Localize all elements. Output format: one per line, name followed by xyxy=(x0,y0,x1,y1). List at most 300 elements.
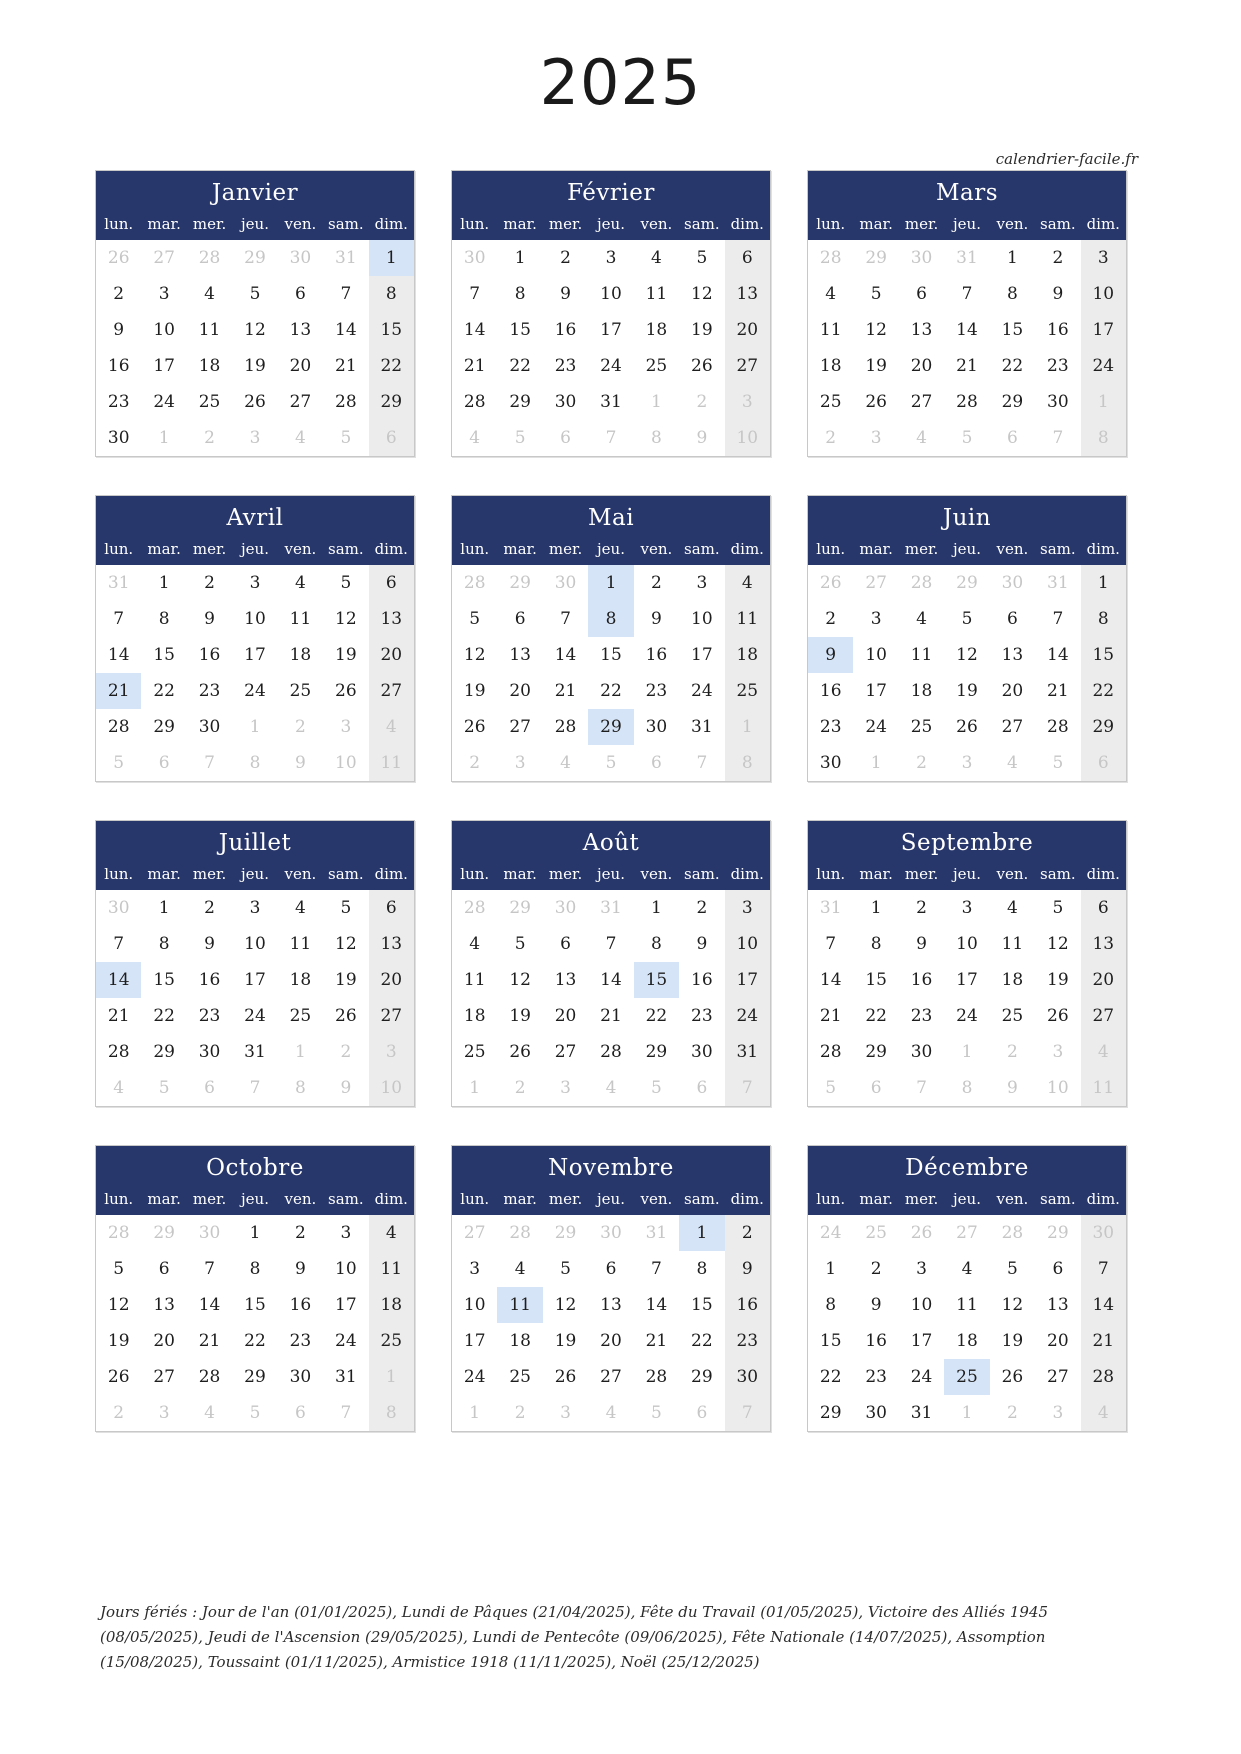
day-cell[interactable]: 16 xyxy=(554,320,577,340)
day-cell[interactable]: 29 xyxy=(1001,392,1024,412)
day-cell[interactable]: 21 xyxy=(96,673,141,709)
day-cell[interactable]: 4 xyxy=(369,709,414,745)
day-cell[interactable]: 20 xyxy=(369,637,414,673)
day-cell[interactable]: 22 xyxy=(1001,356,1024,376)
day-cell[interactable]: 1 xyxy=(1081,384,1126,420)
day-cell[interactable]: 9 xyxy=(113,320,125,340)
day-cell[interactable]: 16 xyxy=(910,970,933,990)
day-cell[interactable]: 17 xyxy=(956,970,978,990)
day-cell[interactable]: 8 xyxy=(158,934,170,954)
day-cell[interactable]: 16 xyxy=(289,1295,312,1315)
day-cell[interactable]: 6 xyxy=(696,1403,708,1423)
day-cell[interactable]: 31 xyxy=(107,573,130,593)
day-cell[interactable]: 5 xyxy=(514,428,526,448)
day-cell[interactable]: 18 xyxy=(725,637,770,673)
day-cell[interactable]: 1 xyxy=(679,1215,724,1251)
day-cell[interactable]: 7 xyxy=(113,609,125,629)
day-cell[interactable]: 31 xyxy=(335,1367,357,1387)
day-cell[interactable]: 11 xyxy=(369,745,414,781)
day-cell[interactable]: 30 xyxy=(289,248,312,268)
day-cell[interactable]: 19 xyxy=(1001,1331,1024,1351)
day-cell[interactable]: 21 xyxy=(1081,1323,1126,1359)
day-cell[interactable]: 15 xyxy=(634,962,679,998)
day-cell[interactable]: 24 xyxy=(153,392,175,412)
day-cell[interactable]: 9 xyxy=(696,934,708,954)
day-cell[interactable]: 27 xyxy=(153,1367,175,1387)
day-cell[interactable]: 29 xyxy=(1047,1223,1069,1243)
day-cell[interactable]: 5 xyxy=(651,1403,662,1423)
day-cell[interactable]: 8 xyxy=(158,609,170,629)
day-cell[interactable]: 5 xyxy=(605,753,617,773)
day-cell[interactable]: 5 xyxy=(696,248,708,268)
day-cell[interactable]: 5 xyxy=(113,753,125,773)
day-cell[interactable]: 30 xyxy=(645,717,668,737)
day-cell[interactable]: 4 xyxy=(725,565,770,601)
day-cell[interactable]: 5 xyxy=(340,898,352,918)
day-cell[interactable]: 2 xyxy=(340,1042,352,1062)
day-cell[interactable]: 27 xyxy=(600,1367,622,1387)
day-cell[interactable]: 29 xyxy=(865,1042,887,1062)
day-cell[interactable]: 4 xyxy=(1007,753,1018,773)
day-cell[interactable]: 4 xyxy=(469,428,481,448)
day-cell[interactable]: 25 xyxy=(944,1359,989,1395)
day-cell[interactable]: 6 xyxy=(1081,745,1126,781)
day-cell[interactable]: 23 xyxy=(554,356,577,376)
day-cell[interactable]: 6 xyxy=(870,1078,882,1098)
day-cell[interactable]: 12 xyxy=(107,1295,130,1315)
day-cell[interactable]: 1 xyxy=(1007,248,1018,268)
day-cell[interactable]: 6 xyxy=(369,890,414,926)
day-cell[interactable]: 27 xyxy=(153,248,175,268)
day-cell[interactable]: 31 xyxy=(645,1223,668,1243)
day-cell[interactable]: 2 xyxy=(560,248,571,268)
day-cell[interactable]: 19 xyxy=(335,645,357,665)
day-cell[interactable]: 21 xyxy=(463,356,486,376)
day-cell[interactable]: 4 xyxy=(605,1078,617,1098)
day-cell[interactable]: 25 xyxy=(910,717,933,737)
day-cell[interactable]: 4 xyxy=(1007,898,1018,918)
day-cell[interactable]: 3 xyxy=(158,284,170,304)
day-cell[interactable]: 31 xyxy=(956,248,978,268)
day-cell[interactable]: 8 xyxy=(588,601,633,637)
day-cell[interactable]: 4 xyxy=(651,248,662,268)
day-cell[interactable]: 23 xyxy=(198,1006,221,1026)
day-cell[interactable]: 15 xyxy=(1081,637,1126,673)
day-cell[interactable]: 22 xyxy=(819,1367,842,1387)
day-cell[interactable]: 2 xyxy=(1007,1042,1018,1062)
day-cell[interactable]: 22 xyxy=(865,1006,887,1026)
day-cell[interactable]: 2 xyxy=(696,898,708,918)
day-cell[interactable]: 20 xyxy=(1047,1331,1069,1351)
day-cell[interactable]: 14 xyxy=(463,320,486,340)
day-cell[interactable]: 4 xyxy=(295,573,306,593)
day-cell[interactable]: 16 xyxy=(645,645,668,665)
day-cell[interactable]: 3 xyxy=(605,248,617,268)
day-cell[interactable]: 3 xyxy=(469,1259,481,1279)
day-cell[interactable]: 6 xyxy=(560,934,571,954)
day-cell[interactable]: 2 xyxy=(651,573,662,593)
day-cell[interactable]: 25 xyxy=(463,1042,486,1062)
day-cell[interactable]: 17 xyxy=(725,962,770,998)
day-cell[interactable]: 17 xyxy=(691,645,713,665)
day-cell[interactable]: 30 xyxy=(819,753,842,773)
day-cell[interactable]: 23 xyxy=(289,1331,312,1351)
day-cell[interactable]: 23 xyxy=(725,1323,770,1359)
day-cell[interactable]: 15 xyxy=(691,1295,713,1315)
day-cell[interactable]: 26 xyxy=(107,1367,130,1387)
day-cell[interactable]: 1 xyxy=(588,565,633,601)
day-cell[interactable]: 21 xyxy=(645,1331,668,1351)
day-cell[interactable]: 4 xyxy=(469,934,481,954)
day-cell[interactable]: 27 xyxy=(369,673,414,709)
day-cell[interactable]: 19 xyxy=(956,681,978,701)
day-cell[interactable]: 2 xyxy=(295,1223,306,1243)
day-cell[interactable]: 24 xyxy=(244,681,266,701)
day-cell[interactable]: 16 xyxy=(1047,320,1069,340)
day-cell[interactable]: 23 xyxy=(198,681,221,701)
day-cell[interactable]: 22 xyxy=(1081,673,1126,709)
day-cell[interactable]: 14 xyxy=(956,320,978,340)
day-cell[interactable]: 7 xyxy=(340,284,352,304)
day-cell[interactable]: 28 xyxy=(198,1367,221,1387)
day-cell[interactable]: 4 xyxy=(560,753,571,773)
day-cell[interactable]: 28 xyxy=(509,1223,531,1243)
day-cell[interactable]: 26 xyxy=(819,573,842,593)
day-cell[interactable]: 25 xyxy=(289,1006,312,1026)
day-cell[interactable]: 12 xyxy=(1001,1295,1024,1315)
day-cell[interactable]: 9 xyxy=(651,609,662,629)
day-cell[interactable]: 5 xyxy=(340,428,352,448)
day-cell[interactable]: 18 xyxy=(910,681,933,701)
day-cell[interactable]: 31 xyxy=(910,1403,933,1423)
day-cell[interactable]: 27 xyxy=(554,1042,577,1062)
day-cell[interactable]: 1 xyxy=(249,1223,261,1243)
day-cell[interactable]: 29 xyxy=(153,717,175,737)
day-cell[interactable]: 10 xyxy=(335,753,357,773)
day-cell[interactable]: 10 xyxy=(153,320,175,340)
day-cell[interactable]: 1 xyxy=(1081,565,1126,601)
day-cell[interactable]: 20 xyxy=(910,356,933,376)
day-cell[interactable]: 2 xyxy=(725,1215,770,1251)
day-cell[interactable]: 30 xyxy=(107,428,130,448)
day-cell[interactable]: 17 xyxy=(600,320,622,340)
day-cell[interactable]: 28 xyxy=(107,717,130,737)
day-cell[interactable]: 11 xyxy=(369,1251,414,1287)
day-cell[interactable]: 4 xyxy=(605,1403,617,1423)
day-cell[interactable]: 23 xyxy=(645,681,668,701)
day-cell[interactable]: 22 xyxy=(153,681,175,701)
day-cell[interactable]: 10 xyxy=(956,934,978,954)
day-cell[interactable]: 3 xyxy=(560,1078,571,1098)
day-cell[interactable]: 28 xyxy=(600,1042,622,1062)
day-cell[interactable]: 7 xyxy=(340,1403,352,1423)
day-cell[interactable]: 24 xyxy=(244,1006,266,1026)
day-cell[interactable]: 25 xyxy=(1001,1006,1024,1026)
day-cell[interactable]: 31 xyxy=(691,717,713,737)
day-cell[interactable]: 6 xyxy=(1007,609,1018,629)
day-cell[interactable]: 29 xyxy=(369,384,414,420)
day-cell[interactable]: 8 xyxy=(1081,601,1126,637)
day-cell[interactable]: 4 xyxy=(1081,1395,1126,1431)
day-cell[interactable]: 10 xyxy=(463,1295,486,1315)
day-cell[interactable]: 8 xyxy=(725,745,770,781)
day-cell[interactable]: 30 xyxy=(910,1042,933,1062)
day-cell[interactable]: 7 xyxy=(1052,609,1064,629)
day-cell[interactable]: 13 xyxy=(153,1295,175,1315)
day-cell[interactable]: 31 xyxy=(600,392,622,412)
day-cell[interactable]: 4 xyxy=(916,428,927,448)
day-cell[interactable]: 12 xyxy=(463,645,486,665)
day-cell[interactable]: 4 xyxy=(295,428,306,448)
day-cell[interactable]: 30 xyxy=(910,248,933,268)
day-cell[interactable]: 13 xyxy=(1047,1295,1069,1315)
day-cell[interactable]: 18 xyxy=(819,356,842,376)
day-cell[interactable]: 29 xyxy=(244,248,266,268)
day-cell[interactable]: 21 xyxy=(956,356,978,376)
day-cell[interactable]: 11 xyxy=(289,609,312,629)
day-cell[interactable]: 3 xyxy=(340,717,352,737)
day-cell[interactable]: 10 xyxy=(725,926,770,962)
day-cell[interactable]: 25 xyxy=(819,392,842,412)
day-cell[interactable]: 30 xyxy=(600,1223,622,1243)
day-cell[interactable]: 19 xyxy=(554,1331,577,1351)
day-cell[interactable]: 15 xyxy=(369,312,414,348)
day-cell[interactable]: 3 xyxy=(870,428,882,448)
day-cell[interactable]: 10 xyxy=(725,420,770,456)
day-cell[interactable]: 19 xyxy=(691,320,713,340)
day-cell[interactable]: 28 xyxy=(1081,1359,1126,1395)
day-cell[interactable]: 29 xyxy=(244,1367,266,1387)
day-cell[interactable]: 1 xyxy=(158,898,170,918)
day-cell[interactable]: 20 xyxy=(153,1331,175,1351)
day-cell[interactable]: 25 xyxy=(725,673,770,709)
day-cell[interactable]: 19 xyxy=(335,970,357,990)
day-cell[interactable]: 2 xyxy=(204,573,215,593)
day-cell[interactable]: 11 xyxy=(819,320,842,340)
day-cell[interactable]: 5 xyxy=(249,284,261,304)
day-cell[interactable]: 12 xyxy=(335,934,357,954)
day-cell[interactable]: 31 xyxy=(244,1042,266,1062)
day-cell[interactable]: 29 xyxy=(1081,709,1126,745)
day-cell[interactable]: 26 xyxy=(335,1006,357,1026)
day-cell[interactable]: 3 xyxy=(249,428,261,448)
day-cell[interactable]: 24 xyxy=(956,1006,978,1026)
day-cell[interactable]: 6 xyxy=(295,284,306,304)
day-cell[interactable]: 27 xyxy=(1001,717,1024,737)
day-cell[interactable]: 28 xyxy=(335,392,357,412)
day-cell[interactable]: 4 xyxy=(204,1403,215,1423)
day-cell[interactable]: 15 xyxy=(153,970,175,990)
day-cell[interactable]: 5 xyxy=(961,609,973,629)
day-cell[interactable]: 26 xyxy=(1047,1006,1069,1026)
day-cell[interactable]: 30 xyxy=(1081,1215,1126,1251)
day-cell[interactable]: 12 xyxy=(554,1295,577,1315)
day-cell[interactable]: 4 xyxy=(916,609,927,629)
day-cell[interactable]: 1 xyxy=(651,392,662,412)
day-cell[interactable]: 21 xyxy=(819,1006,842,1026)
day-cell[interactable]: 28 xyxy=(198,248,221,268)
day-cell[interactable]: 30 xyxy=(1047,392,1069,412)
day-cell[interactable]: 24 xyxy=(910,1367,933,1387)
day-cell[interactable]: 5 xyxy=(961,428,973,448)
day-cell[interactable]: 7 xyxy=(696,753,708,773)
day-cell[interactable]: 30 xyxy=(289,1367,312,1387)
day-cell[interactable]: 28 xyxy=(107,1042,130,1062)
day-cell[interactable]: 19 xyxy=(244,356,266,376)
day-cell[interactable]: 9 xyxy=(1052,284,1064,304)
day-cell[interactable]: 3 xyxy=(249,898,261,918)
day-cell[interactable]: 26 xyxy=(956,717,978,737)
day-cell[interactable]: 10 xyxy=(335,1259,357,1279)
day-cell[interactable]: 8 xyxy=(1081,420,1126,456)
day-cell[interactable]: 21 xyxy=(554,681,577,701)
day-cell[interactable]: 15 xyxy=(1001,320,1024,340)
day-cell[interactable]: 10 xyxy=(1081,276,1126,312)
day-cell[interactable]: 7 xyxy=(825,934,837,954)
day-cell[interactable]: 5 xyxy=(514,934,526,954)
day-cell[interactable]: 8 xyxy=(961,1078,973,1098)
day-cell[interactable]: 17 xyxy=(153,356,175,376)
day-cell[interactable]: 7 xyxy=(651,1259,662,1279)
day-cell[interactable]: 22 xyxy=(153,1006,175,1026)
day-cell[interactable]: 4 xyxy=(204,284,215,304)
day-cell[interactable]: 7 xyxy=(605,428,617,448)
day-cell[interactable]: 15 xyxy=(865,970,887,990)
day-cell[interactable]: 1 xyxy=(249,717,261,737)
day-cell[interactable]: 26 xyxy=(107,248,130,268)
day-cell[interactable]: 12 xyxy=(1047,934,1069,954)
day-cell[interactable]: 4 xyxy=(961,1259,973,1279)
day-cell[interactable]: 3 xyxy=(514,753,526,773)
day-cell[interactable]: 3 xyxy=(158,1403,170,1423)
day-cell[interactable]: 5 xyxy=(870,284,882,304)
day-cell[interactable]: 12 xyxy=(865,320,887,340)
day-cell[interactable]: 9 xyxy=(204,934,215,954)
day-cell[interactable]: 9 xyxy=(725,1251,770,1287)
day-cell[interactable]: 14 xyxy=(1047,645,1069,665)
day-cell[interactable]: 3 xyxy=(249,573,261,593)
day-cell[interactable]: 13 xyxy=(725,276,770,312)
day-cell[interactable]: 25 xyxy=(645,356,668,376)
day-cell[interactable]: 7 xyxy=(1081,1251,1126,1287)
day-cell[interactable]: 4 xyxy=(514,1259,526,1279)
day-cell[interactable]: 5 xyxy=(825,1078,837,1098)
day-cell[interactable]: 2 xyxy=(1007,1403,1018,1423)
day-cell[interactable]: 1 xyxy=(870,753,882,773)
day-cell[interactable]: 4 xyxy=(825,284,837,304)
day-cell[interactable]: 9 xyxy=(295,1259,306,1279)
day-cell[interactable]: 26 xyxy=(1001,1367,1024,1387)
day-cell[interactable]: 21 xyxy=(335,356,357,376)
day-cell[interactable]: 13 xyxy=(910,320,933,340)
day-cell[interactable]: 19 xyxy=(1047,970,1069,990)
day-cell[interactable]: 4 xyxy=(113,1078,125,1098)
day-cell[interactable]: 17 xyxy=(463,1331,486,1351)
day-cell[interactable]: 30 xyxy=(554,573,577,593)
day-cell[interactable]: 24 xyxy=(335,1331,357,1351)
day-cell[interactable]: 27 xyxy=(369,998,414,1034)
day-cell[interactable]: 2 xyxy=(514,1078,526,1098)
day-cell[interactable]: 5 xyxy=(560,1259,571,1279)
day-cell[interactable]: 31 xyxy=(819,898,842,918)
day-cell[interactable]: 14 xyxy=(1081,1287,1126,1323)
day-cell[interactable]: 30 xyxy=(463,248,486,268)
day-cell[interactable]: 25 xyxy=(509,1367,531,1387)
day-cell[interactable]: 29 xyxy=(509,573,531,593)
day-cell[interactable]: 25 xyxy=(865,1223,887,1243)
day-cell[interactable]: 10 xyxy=(691,609,713,629)
day-cell[interactable]: 9 xyxy=(560,284,571,304)
day-cell[interactable]: 10 xyxy=(369,1070,414,1106)
day-cell[interactable]: 24 xyxy=(691,681,713,701)
day-cell[interactable]: 18 xyxy=(509,1331,531,1351)
day-cell[interactable]: 3 xyxy=(340,1223,352,1243)
day-cell[interactable]: 3 xyxy=(961,753,973,773)
day-cell[interactable]: 28 xyxy=(819,1042,842,1062)
day-cell[interactable]: 22 xyxy=(645,1006,668,1026)
day-cell[interactable]: 2 xyxy=(825,428,837,448)
day-cell[interactable]: 8 xyxy=(295,1078,306,1098)
day-cell[interactable]: 16 xyxy=(198,970,221,990)
day-cell[interactable]: 13 xyxy=(1001,645,1024,665)
day-cell[interactable]: 9 xyxy=(295,753,306,773)
day-cell[interactable]: 7 xyxy=(204,1259,215,1279)
day-cell[interactable]: 26 xyxy=(509,1042,531,1062)
day-cell[interactable]: 20 xyxy=(554,1006,577,1026)
day-cell[interactable]: 27 xyxy=(910,392,933,412)
day-cell[interactable]: 22 xyxy=(509,356,531,376)
day-cell[interactable]: 8 xyxy=(870,934,882,954)
day-cell[interactable]: 26 xyxy=(554,1367,577,1387)
day-cell[interactable]: 28 xyxy=(956,392,978,412)
day-cell[interactable]: 12 xyxy=(244,320,266,340)
day-cell[interactable]: 11 xyxy=(956,1295,978,1315)
day-cell[interactable]: 26 xyxy=(691,356,713,376)
day-cell[interactable]: 29 xyxy=(509,898,531,918)
day-cell[interactable]: 2 xyxy=(870,1259,882,1279)
day-cell[interactable]: 12 xyxy=(956,645,978,665)
day-cell[interactable]: 27 xyxy=(725,348,770,384)
day-cell[interactable]: 29 xyxy=(691,1367,713,1387)
day-cell[interactable]: 7 xyxy=(113,934,125,954)
day-cell[interactable]: 8 xyxy=(651,934,662,954)
day-cell[interactable]: 15 xyxy=(153,645,175,665)
day-cell[interactable]: 31 xyxy=(600,898,622,918)
day-cell[interactable]: 18 xyxy=(289,970,312,990)
day-cell[interactable]: 28 xyxy=(107,1223,130,1243)
day-cell[interactable]: 2 xyxy=(469,753,481,773)
day-cell[interactable]: 14 xyxy=(645,1295,668,1315)
day-cell[interactable]: 20 xyxy=(600,1331,622,1351)
day-cell[interactable]: 6 xyxy=(158,753,170,773)
day-cell[interactable]: 14 xyxy=(554,645,577,665)
day-cell[interactable]: 1 xyxy=(725,709,770,745)
day-cell[interactable]: 31 xyxy=(1047,573,1069,593)
day-cell[interactable]: 6 xyxy=(1007,428,1018,448)
day-cell[interactable]: 12 xyxy=(509,970,531,990)
day-cell[interactable]: 30 xyxy=(554,392,577,412)
day-cell[interactable]: 7 xyxy=(725,1070,770,1106)
day-cell[interactable]: 11 xyxy=(497,1287,542,1323)
day-cell[interactable]: 15 xyxy=(509,320,531,340)
day-cell[interactable]: 13 xyxy=(369,601,414,637)
day-cell[interactable]: 28 xyxy=(819,248,842,268)
day-cell[interactable]: 29 xyxy=(509,392,531,412)
day-cell[interactable]: 11 xyxy=(1001,934,1024,954)
day-cell[interactable]: 1 xyxy=(514,248,526,268)
day-cell[interactable]: 1 xyxy=(369,240,414,276)
day-cell[interactable]: 12 xyxy=(691,284,713,304)
